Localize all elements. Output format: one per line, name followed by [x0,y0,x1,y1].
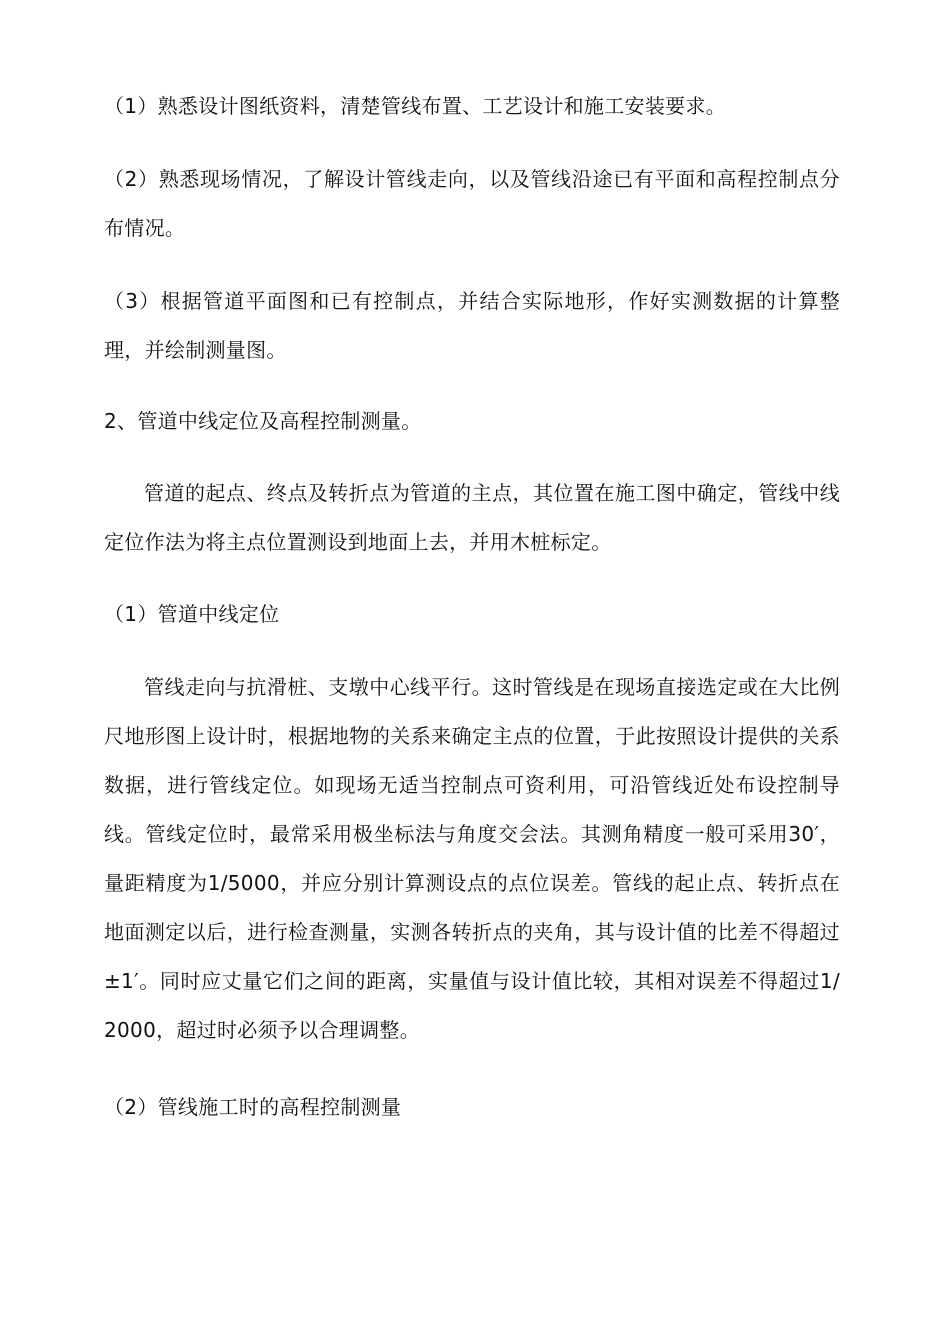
subheading-elevation-control: （2）管线施工时的高程控制测量 [104,1095,402,1119]
paragraph-step-1: （1）熟悉设计图纸资料，清楚管线布置、工艺设计和施工安装要求。 [104,94,727,118]
paragraph-main-points: 管道的起点、终点及转折点为管道的主点，其位置在施工图中确定，管线中线定位作法为将主点位置测设到地面上去，并用木桩标定。 [104,481,840,554]
subheading-centerline-positioning: （1）管道中线定位 [104,602,280,626]
paragraph-centerline-details: 管线走向与抗滑桩、支墩中心线平行。这时管线是在现场直接选定或在大比例尺地形图上设计时，根据地物的关系来确定主点的位置，于此按照设计提供的关系数据，进行管线定位。如现场无适当控制点可资利用，可沿管线近处布设控制导线。管线定位时，最常采用极坐标法与角度交会法。其测角精度一般可采用30′，量距精度为1/5000，并应分别计算测设点的点位误差。管线的起止点、转折点在地面测定以后，进行检查测量，实测各转折点的夹角，其与设计值的比差不得超过±1′。同时应丈量它们之间的距离，实量值与设计值比较，其相对误差不得超过1/2000，超过时必须予以合理调整。 [104,675,840,1042]
paragraph-step-3: （3）根据管道平面图和已有控制点，并结合实际地形，作好实测数据的计算整理，并绘制测量图。 [104,289,840,362]
section-heading-2: 2、管道中线定位及高程控制测量。 [104,409,422,433]
paragraph-step-2: （2）熟悉现场情况，了解设计管线走向，以及管线沿途已有平面和高程控制点分布情况。 [104,167,840,240]
